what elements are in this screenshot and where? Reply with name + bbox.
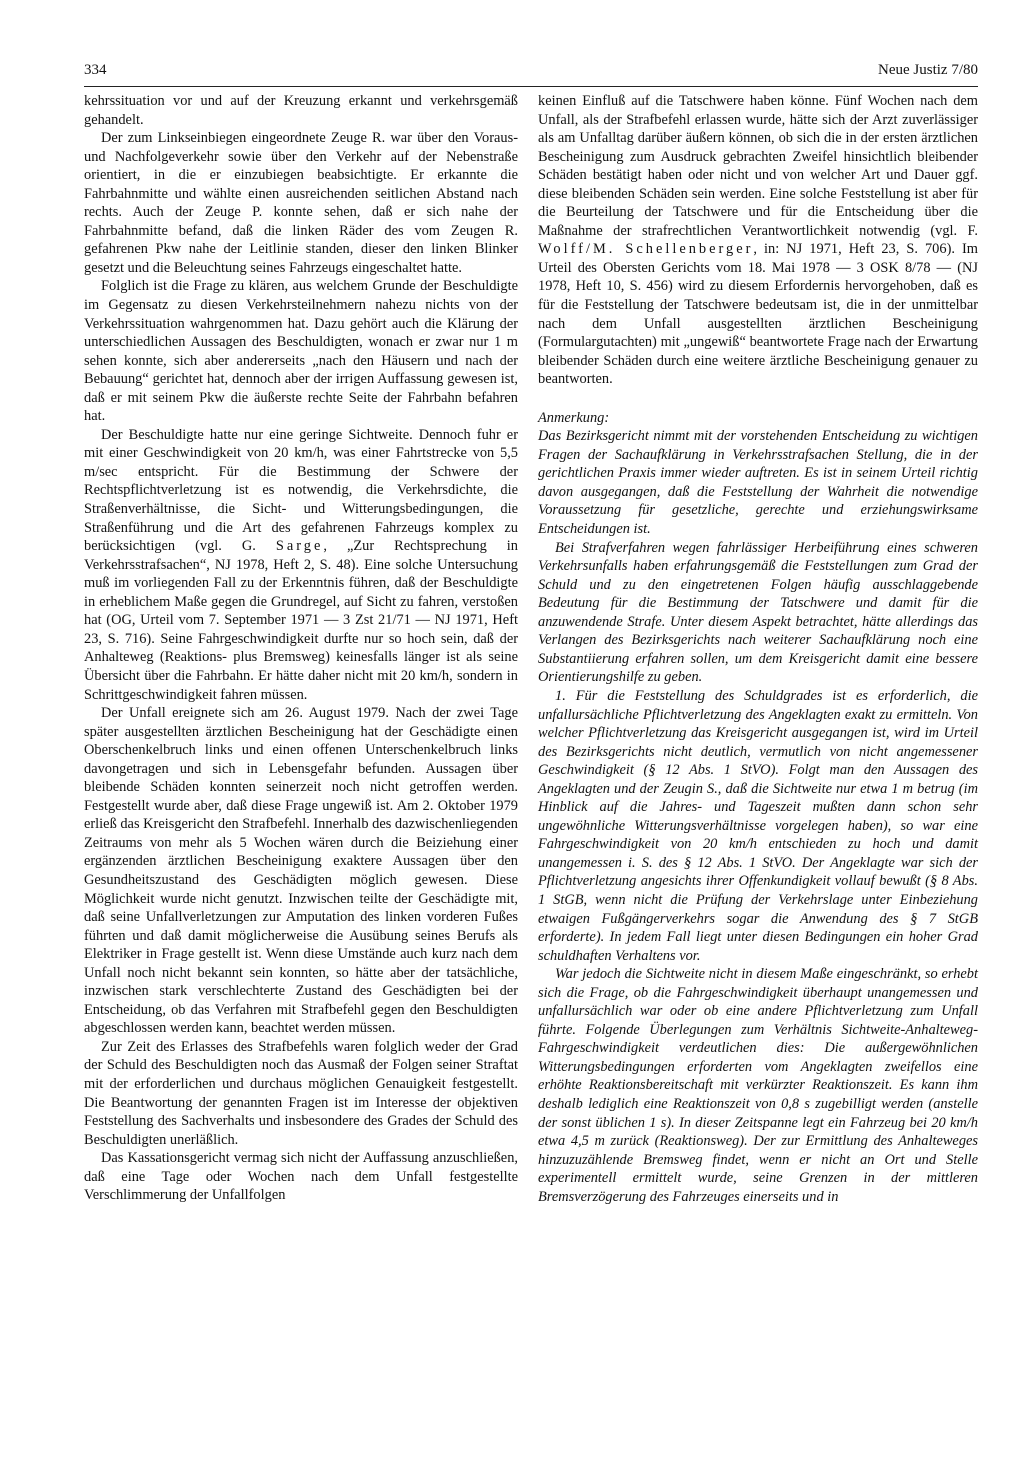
page-number: 334 (84, 62, 107, 78)
note-paragraph: 1. Für die Feststellung des Schuldgrades ist es erforderlich, die unfallursächliche Pflichtverletzung des Angeklagten exakt zu ermitteln. Von welcher Pflichtverletzung das Kreisgericht ausgegangen ist, wird im Urteil des Bezirksgerichts nicht deutlich, vermutlich von nicht angemessener Geschwindigkeit (§ 12 Abs. 1 StVO). Folgt man den Aussagen des Angeklagten und der Zeugin S., daß die Sichtweite nur etwa 1 m betrug (im Hinblick auf die Jahres- und Tageszeit mußten dann schon sehr ungewöhnliche Witterungsverhältnisse vorgelegen haben), so war eine Fahrgeschwindigkeit von 20 km/h entschieden zu hoch und damit unangemessen i. S. des § 12 Abs. 1 StVO. Der Angeklagte war sich der Pflichtverletzung angesichts ihrer Offenkundigkeit vollauf bewußt (§ 8 Abs. 1 StGB, wenn nicht die Prüfung der Verkehrslage unter Einbeziehung etwaigen Fußgängerverkehrs sogar die Anwendung des § 7 StGB erforderte). In jedem Fall liegt unter diesen Bedingungen ein hoher Grad schuldhaften Verhaltens vor. (538, 687, 978, 964)
paragraph: Das Kassationsgericht vermag sich nicht der Auffassung anzuschließen, daß eine Tage oder Wochen nach dem Unfall festgestellte Verschlimmerung der Unfallfolgen (84, 1150, 518, 1204)
paragraph: kehrssituation vor und auf der Kreuzung erkannt und verkehrsgemäß gehandelt. (84, 93, 518, 128)
journal-reference: Neue Justiz 7/80 (878, 62, 978, 78)
header-rule (84, 86, 978, 87)
paragraph (84, 426, 518, 704)
left-column (84, 92, 518, 1205)
note-paragraph: Das Bezirksgericht nimmt mit der vorstehenden Entscheidung zu wichtigen Fragen der Sachaufklärung in Verkehrsstrafsachen Stellung, die in der gerichtlichen Praxis immer wieder auftreten. Es ist in seinem Urteil richtig davon ausgegangen, daß die Feststellung der Wahrheit die notwendige Voraussetzung für gesetzliche, gerechte und erziehungswirksame Entscheidungen ist. (538, 428, 978, 538)
paragraph: Folglich ist die Frage zu klären, aus welchem Grunde der Beschuldigte im Gegensatz zu diesen Verkehrsteilnehmern nahezu nichts von der Verkehrssituation wahrgenommen hat. Dazu gehört auch die Klärung der unterschiedlichen Aussagen des Beschuldigten, wonach er zwar nur 1 m sehen konnte, sich aber andererseits „nach den Häusern und nach der Bebauung“ gerichtet hat, dennoch aber der irrigen Auffassung gewesen ist, daß er mit seinem Pkw die äußerste rechte Seite der Fahrbahn befahren hat. (84, 278, 518, 425)
text-run: , „Zur Rechtsprechung in Verkehrsstrafsachen“, NJ 1978, Heft 2, S. 48). Eine solche Untersuchung muß im vorliegenden Fall zu der Erkenntnis führen, daß der Beschuldigte in erheblichem Maße gegen die Grundregel, auf Sicht zu fahren, verstoßen hat (OG, Urteil vom 7. September 1971 — 3 Zst 21/71 — NJ 1971, Heft 23, S. 716). Seine Fahrgeschwindigkeit durfte nur so hoch sein, daß der Anhalteweg (Reaktions- plus Bremsweg) keinesfalls länger ist als seine Übersicht über die Fahrbahn. Er hätte daher nicht mit 20 km/h, sondern in Schrittgeschwindigkeit fahren müssen. (84, 538, 518, 703)
paragraph (538, 92, 978, 389)
right-column (538, 92, 978, 1206)
note-paragraph: War jedoch die Sichtweite nicht in diesem Maße eingeschränkt, so erhebt sich die Frage, ob die Fahrgeschwindigkeit überhaupt unangemessen und unfallursächlich war oder ob eine andere Pflichtverletzung zum Unfall führte. Folgende Überlegungen zum Verhältnis Sichtweite-Anhalteweg-Fahrgeschwindigkeit verdeutlichen dies: Die außergewöhnlichen Witterungsbedingungen erforderten vom Angeklagten zweifellos eine erhöhte Reaktionsbereitschaft mit verkürzter Reaktionszeit. Es kann ihm deshalb lediglich eine Reaktionszeit von 0,8 s zugebilligt werden (anstelle der sonst üblichen 1 s). In dieser Zeitspanne legt ein Fahrzeug bei 20 km/h etwa 4,5 m zurück (Reaktionsweg). Der zur Ermittlung des Anhalteweges hinzuzuzählende Bremsweg findet, wenn er nicht an Ort und Stelle experimentell ermittelt wurde, seine Grenzen in der mittleren Bremsverzögerung des Fahrzeuges einerseits und in (538, 966, 978, 1205)
note-paragraph: Bei Strafverfahren wegen fahrlässiger Herbeiführung eines schweren Verkehrsunfalls haben erfahrungsgemäß die Feststellungen zum Grad der Schuld und zu den eingetretenen Folgen häufig ausschlaggebende Bedeutung für die Bestimmung der Tatschwere und damit für die anzuwendende Strafe. Unter diesem Aspekt betrachtet, hätte allerdings das Verlangen des Bezirksgerichts nach weiterer Sachaufklärung noch eine Substantiierung erfahren sollen, um dem Kreisgericht damit eine bessere Orientierungshilfe zu geben. (538, 539, 978, 686)
cited-author: Wolff/M. Schellenberger (538, 241, 754, 258)
page-header (84, 62, 978, 86)
text-run: Der Beschuldigte hatte nur eine geringe Sichtweite. Dennoch fuhr er mit einer Geschwindigkeit von 20 km/h, was einer Fahrtstrecke von 5,5 m/sec entspricht. Für die Bestimmung der Schwere der Rechtspflichtverletzung ist es notwendig, die Verkehrsdichte, die Straßenverhältnisse, die Sicht- und Witterungsbedingungen, die Straßenführung und die Art des gefahrenen Fahrzeugs komplex zu berücksichtigen (vgl. G. (84, 426, 518, 555)
text-run: keinen Einfluß auf die Tatschwere haben könne. Fünf Wochen nach dem Unfall, als der Strafbefehl erlassen wurde, hätte sich der Arzt zuverlässiger als am Unfalltag darüber äußern können, ob sich die in der ersten ärztlichen Bescheinigung zum Ausdruck gebrachten Zweifel hinsichtlich bleibender Schäden bestätigt haben oder nicht und von welcher Art und Dauer ggf. diese bleibenden Schäden sein werden. Eine solche Feststellung ist aber für die Beurteilung der Tatschwere und für die Entscheidung über die Maßnahme der strafrechtlichen Verantwortlichkeit notwendig (vgl. F. (538, 93, 978, 239)
note-heading: Anmerkung: (538, 409, 610, 426)
cited-author: Sarge (275, 538, 324, 555)
text-run: , in: NJ 1971, Heft 23, S. 706). Im Urteil des Obersten Gerichts vom 18. Mai 1978 — 3 OSK 8/78 — (NJ 1978, Heft 10, S. 456) wird zu diesem Erfordernis hervorgehoben, daß es für die Feststellung der Tatschwere bedeutsam ist, die in der unmittelbar nach dem Unfall ausgestellten ärztlichen Bescheinigung (Formulargutachten) mit „ungewiß“ beantwortete Frage nach der Erwartung bleibender Schäden durch eine weitere ärztliche Bescheinigung genauer zu beantworten. (538, 241, 978, 388)
paragraph: Der zum Linkseinbiegen eingeordnete Zeuge R. war über den Voraus- und Nachfolgeverkehr sowie über den Verkehr auf der Nebenstraße orientiert, in die er einzubiegen beabsichtigte. Er erkannte die Fahrbahnmitte und wählte einen ausreichenden seitlichen Abstand nach rechts. Auch der Zeuge P. konnte sehen, daß er sich nahe der Fahrbahnmitte befand, daß die linken Räder des vom Zeugen R. gefahrenen Pkw nahe der Leitlinie standen, dieser den linken Blinker gesetzt und die Beleuchtung seines Fahrzeugs eingeschaltet hatte. (84, 130, 518, 276)
paragraph: Zur Zeit des Erlasses des Strafbefehls waren folglich weder der Grad der Schuld des Beschuldigten noch das Ausmaß der Folgen seiner Straftat mit der erforderlichen und durchaus möglichen Genauigkeit festgestellt. Die Beantwortung der genannten Fragen ist im Interesse der objektiven Feststellung des Sachverhalts und insbesondere des Grades der Schuld des Beschuldigten unerläßlich. (84, 1038, 518, 1148)
paragraph: Der Unfall ereignete sich am 26. August 1979. Nach der zwei Tage später ausgestellten ärztlichen Bescheinigung hat der Geschädigte einen Oberschenkelbruch links und einen offenen Unterschenkelbruch links davongetragen und sich in Lebensgefahr befunden. Aussagen über bleibende Schäden konnten seinerzeit noch nicht getroffen werden. Festgestellt wurde aber, daß diese Frage ungewiß ist. Am 2. Oktober 1979 erließ das Kreisgericht den Strafbefehl. Innerhalb des dazwischenliegenden Zeitraums von mehr als 5 Wochen wären durch die Beiziehung einer ergänzenden ärztlichen Bescheinigung exaktere Aussagen über den Gesundheitszustand des Geschädigten möglich gewesen. Diese Möglichkeit wurde nicht genutzt. Inzwischen teilte der Geschädigte mit, daß seine Unfallverletzungen zur Amputation des linken vorderen Fußes führten und daß damit möglicherweise die Ausübung seines Berufs als Elektriker in Frage gestellt ist. Wenn diese Umstände auch kurz nach dem Unfall noch nicht bekannt sein konnten, so hätte aber der tatsächliche, inzwischen stark verschlechterte Zustand des Geschädigten bei der Entscheidung, ob das Verfahren mit Strafbefehl gegen den Beschuldigten abgeschlossen werden kann, beachtet werden müssen. (84, 705, 518, 1037)
